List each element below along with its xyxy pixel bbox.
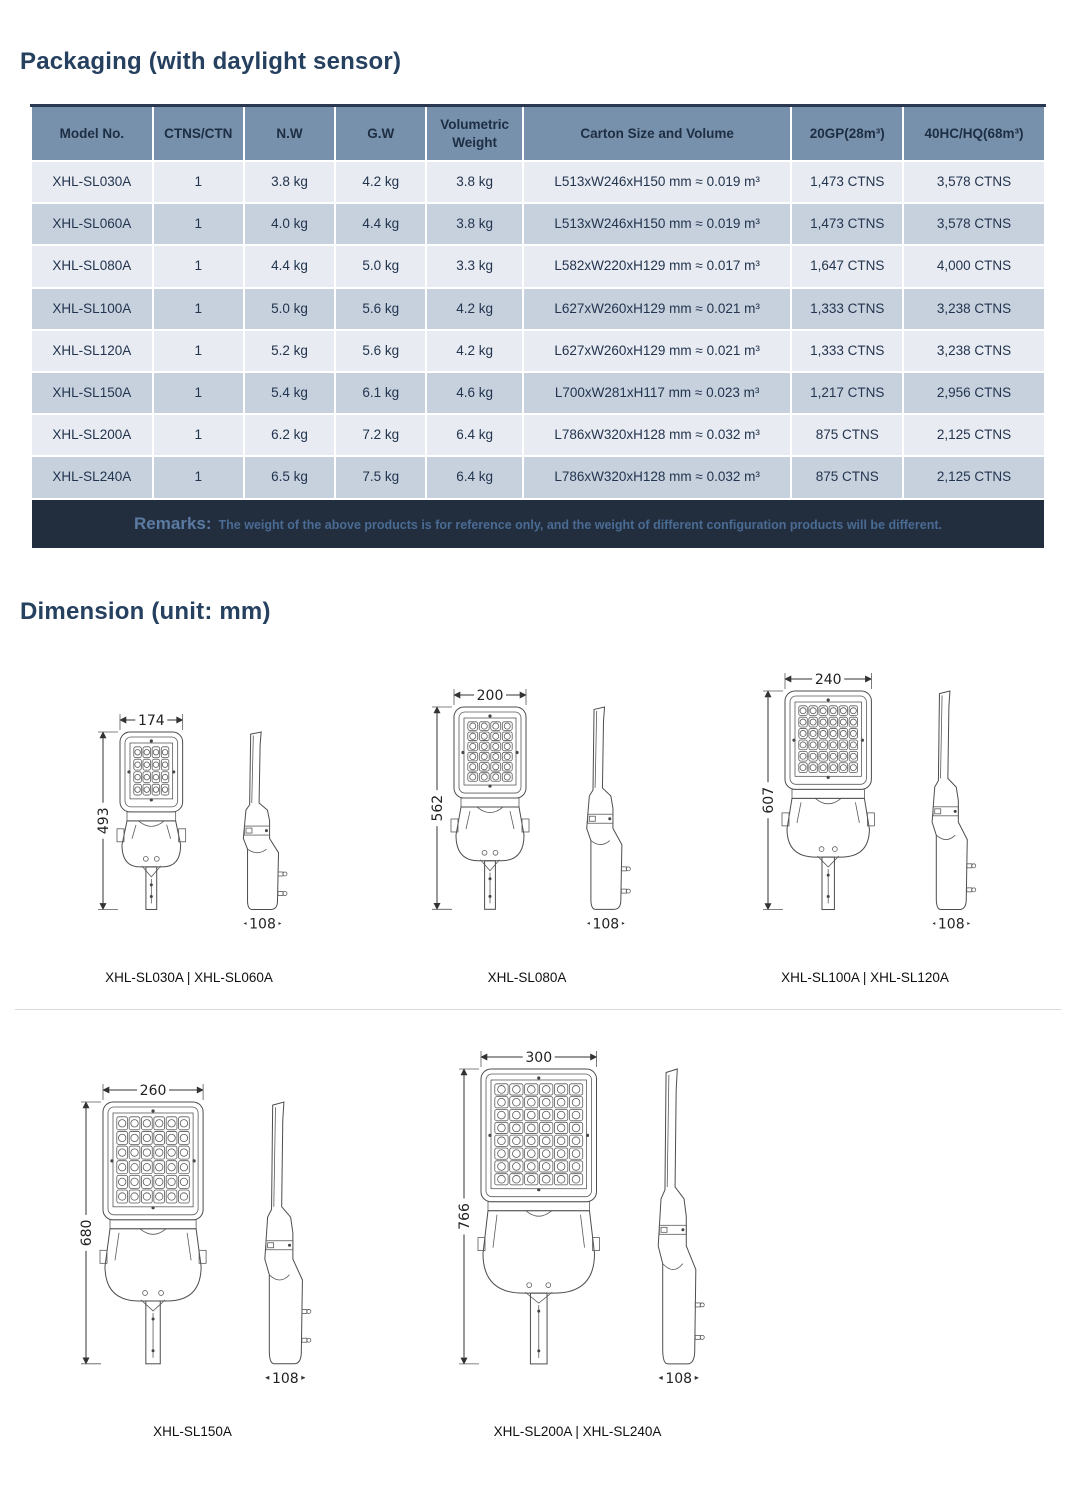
table-cell: XHL-SL030A: [31, 161, 153, 203]
dimension-figure: [696, 650, 1034, 985]
remarks-row: [31, 499, 1045, 549]
figure-caption: XHL-SL080A: [487, 969, 567, 985]
table-row: [31, 330, 1045, 372]
table-cell: 1: [153, 288, 244, 330]
dimension-section-title: Dimension (unit: mm): [20, 597, 271, 625]
column-header-1: CTNS/CTN: [153, 106, 244, 162]
svg-text:108: 108: [591, 916, 619, 933]
section-divider: [15, 1009, 1061, 1010]
table-row: [31, 245, 1045, 287]
packaging-table-header: [31, 106, 1045, 162]
table-cell: XHL-SL200A: [31, 414, 153, 456]
table-cell: 6.4 kg: [426, 456, 522, 498]
dimension-figures-row-2: [20, 1034, 1056, 1439]
table-cell: 3,238 CTNS: [903, 330, 1045, 372]
table-cell: 875 CTNS: [791, 456, 903, 498]
table-cell: 6.5 kg: [244, 456, 335, 498]
table-row: [31, 456, 1045, 498]
svg-text:562: 562: [429, 794, 446, 822]
svg-text:260: 260: [139, 1082, 167, 1099]
table-cell: 1: [153, 203, 244, 245]
table-cell: 5.2 kg: [244, 330, 335, 372]
column-header-3: G.W: [335, 106, 426, 162]
figure-drawing-area: [739, 650, 992, 940]
table-cell: 7.5 kg: [335, 456, 426, 498]
table-cell: 3.8 kg: [426, 161, 522, 203]
table-cell: 2,125 CTNS: [903, 456, 1045, 498]
table-cell: XHL-SL060A: [31, 203, 153, 245]
column-header-7: 40HC/HQ(68m³): [903, 106, 1045, 162]
street-light-technical-drawing: [57, 1076, 328, 1394]
table-cell: 2,125 CTNS: [903, 414, 1045, 456]
dimension-figure: [358, 650, 696, 985]
table-cell: L513xW246xH150 mm ≈ 0.019 m³: [523, 203, 792, 245]
figure-caption: XHL-SL030A | XHL-SL060A: [105, 969, 273, 985]
table-cell: XHL-SL080A: [31, 245, 153, 287]
column-header-4: Volumetric Weight: [426, 106, 522, 162]
figure-caption: XHL-SL100A | XHL-SL120A: [781, 969, 949, 985]
svg-text:766: 766: [456, 1203, 473, 1230]
column-header-0: Model No.: [31, 106, 153, 162]
table-cell: XHL-SL100A: [31, 288, 153, 330]
svg-text:108: 108: [937, 916, 965, 933]
table-cell: 6.4 kg: [426, 414, 522, 456]
svg-text:108: 108: [271, 1370, 299, 1387]
figure-drawing-area: [435, 1034, 721, 1394]
table-cell: 4.0 kg: [244, 203, 335, 245]
column-header-6: 20GP(28m³): [791, 106, 903, 162]
table-cell: 4.6 kg: [426, 372, 522, 414]
svg-text:607: 607: [760, 786, 777, 814]
remarks-label: Remarks:: [134, 513, 212, 533]
svg-text:680: 680: [79, 1219, 95, 1247]
svg-text:240: 240: [814, 671, 842, 688]
table-cell: 1,647 CTNS: [791, 245, 903, 287]
table-cell: L627xW260xH129 mm ≈ 0.021 m³: [523, 288, 792, 330]
dimension-figure: [20, 650, 358, 985]
figure-caption: XHL-SL200A | XHL-SL240A: [493, 1423, 662, 1439]
table-cell: 1: [153, 330, 244, 372]
table-cell: L786xW320xH128 mm ≈ 0.032 m³: [523, 456, 792, 498]
dimension-figures-row-1: [20, 650, 1056, 985]
table-cell: 1: [153, 372, 244, 414]
table-cell: 1,333 CTNS: [791, 288, 903, 330]
table-cell: 1,333 CTNS: [791, 330, 903, 372]
table-cell: 3.8 kg: [426, 203, 522, 245]
table-cell: 3,578 CTNS: [903, 161, 1045, 203]
figure-drawing-area: [408, 650, 647, 940]
figure-drawing-area: [57, 1034, 328, 1394]
street-light-technical-drawing: [435, 1043, 721, 1394]
table-cell: L786xW320xH128 mm ≈ 0.032 m³: [523, 414, 792, 456]
table-cell: 3.3 kg: [426, 245, 522, 287]
table-cell: 2,956 CTNS: [903, 372, 1045, 414]
table-cell: 1,473 CTNS: [791, 203, 903, 245]
dimension-figure: [365, 1034, 790, 1439]
table-cell: 6.2 kg: [244, 414, 335, 456]
figure-caption: XHL-SL150A: [153, 1423, 232, 1439]
svg-text:493: 493: [96, 807, 112, 835]
table-cell: L513xW246xH150 mm ≈ 0.019 m³: [523, 161, 792, 203]
street-light-technical-drawing: [408, 681, 647, 940]
packaging-table: [30, 104, 1046, 550]
table-cell: 1: [153, 245, 244, 287]
table-cell: 5.6 kg: [335, 288, 426, 330]
table-cell: 4.4 kg: [335, 203, 426, 245]
remarks-text: The weight of the above products is for reference only, and the weight of different configuration products will be different.: [218, 517, 942, 532]
column-header-2: N.W: [244, 106, 335, 162]
svg-text:200: 200: [476, 687, 503, 704]
table-row: [31, 203, 1045, 245]
table-cell: 6.1 kg: [335, 372, 426, 414]
table-cell: 5.4 kg: [244, 372, 335, 414]
table-row: [31, 414, 1045, 456]
table-cell: L700xW281xH117 mm ≈ 0.023 m³: [523, 372, 792, 414]
column-header-5: Carton Size and Volume: [523, 106, 792, 162]
table-cell: 4.4 kg: [244, 245, 335, 287]
svg-text:174: 174: [137, 712, 165, 729]
table-cell: XHL-SL150A: [31, 372, 153, 414]
table-cell: 4,000 CTNS: [903, 245, 1045, 287]
table-cell: 5.0 kg: [244, 288, 335, 330]
remarks: [31, 499, 1045, 549]
dimension-figure: [20, 1034, 365, 1439]
table-cell: 1: [153, 414, 244, 456]
svg-text:300: 300: [524, 1049, 552, 1066]
table-cell: L582xW220xH129 mm ≈ 0.017 m³: [523, 245, 792, 287]
table-cell: XHL-SL240A: [31, 456, 153, 498]
table-cell: 3.8 kg: [244, 161, 335, 203]
table-cell: 1: [153, 456, 244, 498]
table-cell: 1,473 CTNS: [791, 161, 903, 203]
table-cell: 1,217 CTNS: [791, 372, 903, 414]
table-cell: 7.2 kg: [335, 414, 426, 456]
packaging-section-title: Packaging (with daylight sensor): [20, 48, 402, 75]
table-cell: 5.6 kg: [335, 330, 426, 372]
street-light-technical-drawing: [74, 706, 304, 940]
table-cell: 4.2 kg: [426, 330, 522, 372]
table-cell: 3,238 CTNS: [903, 288, 1045, 330]
table-cell: XHL-SL120A: [31, 330, 153, 372]
figure-drawing-area: [74, 650, 304, 940]
svg-text:108: 108: [664, 1370, 692, 1387]
table-cell: 4.2 kg: [426, 288, 522, 330]
table-row: [31, 372, 1045, 414]
table-cell: 4.2 kg: [335, 161, 426, 203]
table-cell: 1: [153, 161, 244, 203]
table-cell: L627xW260xH129 mm ≈ 0.021 m³: [523, 330, 792, 372]
table-cell: 3,578 CTNS: [903, 203, 1045, 245]
table-cell: 5.0 kg: [335, 245, 426, 287]
table-row: [31, 161, 1045, 203]
svg-text:108: 108: [249, 916, 276, 933]
street-light-technical-drawing: [739, 665, 992, 940]
table-row: [31, 288, 1045, 330]
table-cell: 875 CTNS: [791, 414, 903, 456]
